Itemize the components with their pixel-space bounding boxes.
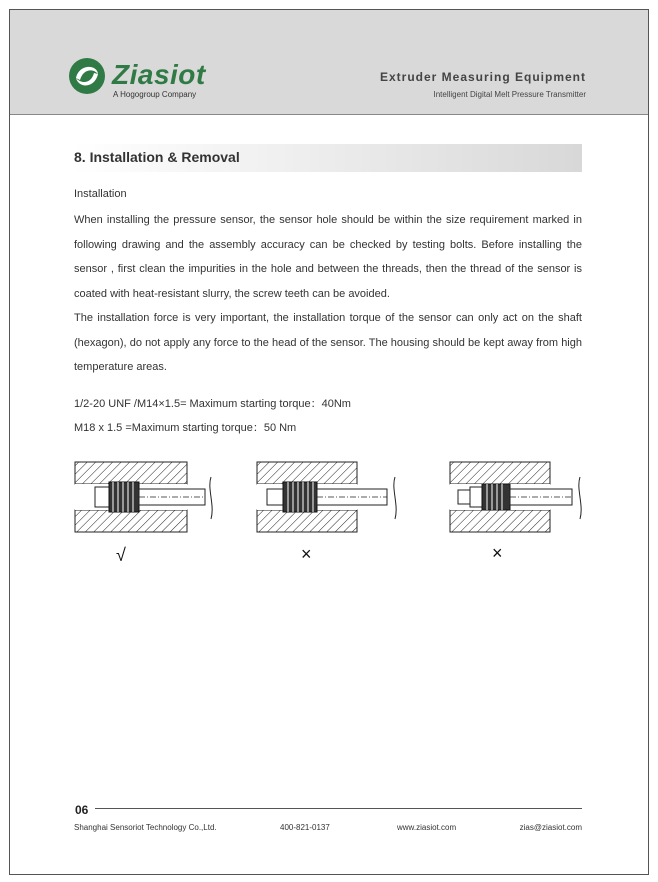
header-title: Extruder Measuring Equipment bbox=[379, 70, 586, 84]
installation-drawing-incorrect-1 bbox=[255, 459, 405, 535]
paragraph-installation: When installing the pressure sensor, the sensor hole should be within the size requirement marked in following drawing and the assembly accuracy can be checked by testing bolts. Before installing the sensor , first clean the impurities in the hole and between the threads, then the thread of the sensor is coated with heat-resistant slurry, the screw teeth can be avoided. bbox=[74, 214, 582, 300]
cross-mark-icon: × bbox=[492, 543, 503, 563]
footer-divider bbox=[95, 808, 582, 809]
torque-spec-1: 1/2-20 UNF /M14×1.5= Maximum starting torque：40Nm bbox=[74, 398, 351, 410]
header-subtitle: Intelligent Digital Melt Pressure Transmitter bbox=[433, 90, 586, 99]
brand-tagline: A Hogogroup Company bbox=[113, 90, 197, 99]
section-heading-bar bbox=[72, 144, 582, 172]
section-heading: 8. Installation & Removal bbox=[74, 149, 240, 165]
document-page bbox=[9, 9, 649, 875]
torque-spec-2: M18 x 1.5 =Maximum starting torque：50 Nm bbox=[74, 422, 297, 434]
check-mark-icon: √ bbox=[116, 545, 126, 565]
page-number: 06 bbox=[75, 803, 89, 817]
subheading-installation: Installation bbox=[74, 188, 127, 200]
footer-email[interactable]: zias@ziasiot.com bbox=[519, 823, 582, 832]
paragraph-installation-force: The installation force is very important, the installation torque of the sensor can only act on the shaft (hexagon), do not apply any force to the head of the sensor. The housing should be kept away from high temperature areas. bbox=[74, 312, 582, 373]
page-header bbox=[10, 10, 648, 115]
cross-mark-icon: × bbox=[301, 544, 312, 564]
installation-drawing-incorrect-2 bbox=[448, 459, 588, 535]
installation-drawing-correct bbox=[73, 459, 218, 535]
brand-name: Ziasiot bbox=[112, 59, 206, 90]
footer-website[interactable]: www.ziasiot.com bbox=[397, 823, 457, 832]
footer-company: Shanghai Sensoriot Technology Co.,Ltd. bbox=[74, 823, 217, 832]
footer-phone: 400-821-0137 bbox=[280, 823, 330, 832]
ziasiot-logo-icon bbox=[67, 56, 107, 96]
